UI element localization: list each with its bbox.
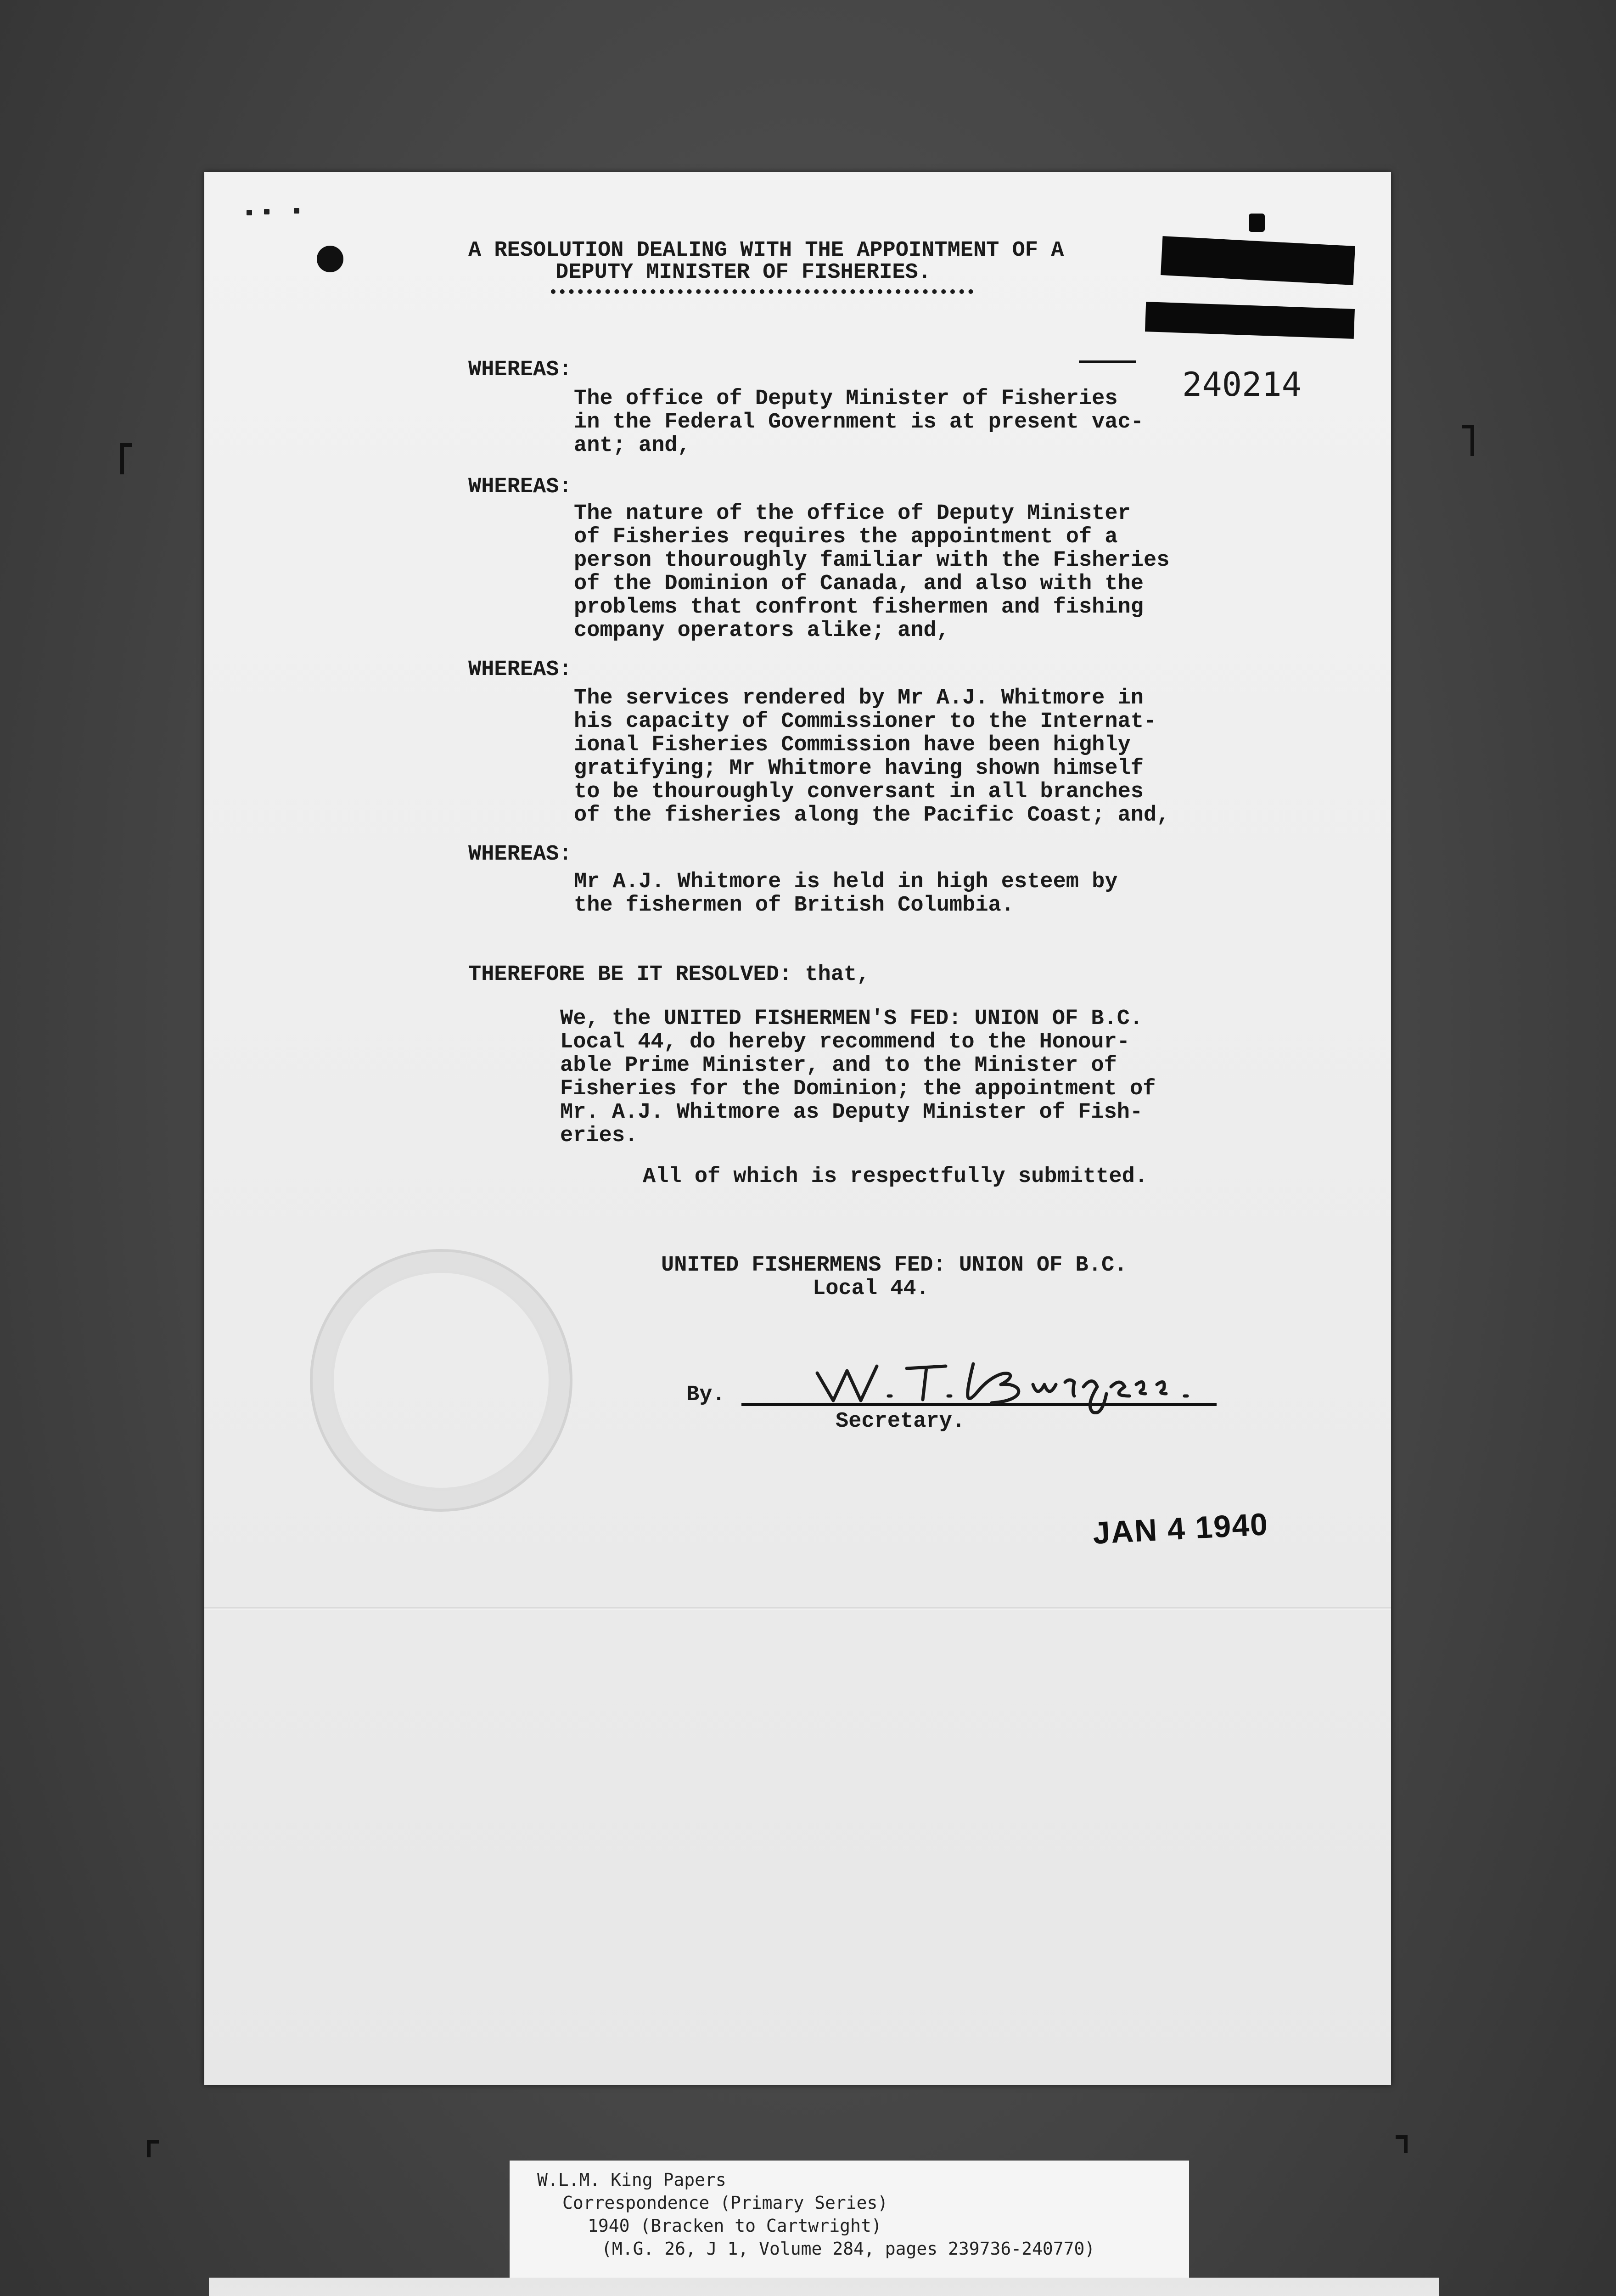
reference-line-3: 1940 (Bracken to Cartwright) xyxy=(588,2216,882,2236)
whereas-2-line-3: person thouroughly familiar with the Fisheries xyxy=(574,548,1170,573)
speck xyxy=(247,210,252,215)
resolved-line-3: able Prime Minister, and to the Minister of xyxy=(560,1053,1117,1078)
page-number-dash xyxy=(1079,360,1136,363)
resolved-line-2: Local 44, do hereby recommend to the Honour- xyxy=(560,1030,1130,1054)
whereas-2-line-2: of Fisheries requires the appointment of a xyxy=(574,525,1118,549)
whereas-2-line-4: of the Dominion of Canada, and also with the xyxy=(574,572,1144,596)
whereas-2-line-6: company operators alike; and, xyxy=(574,619,949,643)
redaction-bar xyxy=(1249,214,1265,232)
title-underline xyxy=(551,289,973,294)
whereas-3-line-6: of the fisheries along the Pacific Coast; and, xyxy=(574,803,1170,827)
whereas-3-line-4: gratifying; Mr Whitmore having shown himself xyxy=(574,756,1144,781)
document-title-line-2: DEPUTY MINISTER OF FISHERIES. xyxy=(556,260,931,285)
resolved-line-1: We, the UNITED FISHERMEN'S FED: UNION OF B.C. xyxy=(560,1007,1143,1031)
reference-line-1: W.L.M. King Papers xyxy=(537,2170,726,2190)
whereas-1-line-2: in the Federal Government is at present vac- xyxy=(574,410,1144,434)
whereas-3-line-5: to be thouroughly conversant in all branches xyxy=(574,780,1144,804)
whereas-4-line-2: the fishermen of British Columbia. xyxy=(574,893,1014,917)
closing-line: All of which is respectfully submitted. xyxy=(643,1165,1148,1189)
resolved-heading: THEREFORE BE IT RESOLVED: that, xyxy=(468,962,870,987)
whereas-3-line-3: ional Fisheries Commission have been highly xyxy=(574,733,1131,757)
embossed-seal xyxy=(310,1249,572,1512)
whereas-heading-4: WHEREAS: xyxy=(468,842,572,867)
reference-line-2: Correspondence (Primary Series) xyxy=(562,2193,888,2213)
whereas-2-line-1: The nature of the office of Deputy Minister xyxy=(574,501,1131,526)
crop-mark-left xyxy=(120,443,132,474)
signature xyxy=(808,1345,1212,1414)
whereas-heading-1: WHEREAS: xyxy=(468,358,572,382)
whereas-1-line-3: ant; and, xyxy=(574,433,690,458)
whereas-heading-3: WHEREAS: xyxy=(468,658,572,682)
resolved-line-6: eries. xyxy=(560,1124,638,1148)
page-number: 240214 xyxy=(1182,365,1302,404)
whereas-heading-2: WHEREAS: xyxy=(468,475,572,499)
crop-mark-bottom-left xyxy=(147,2140,159,2157)
date-stamp: JAN 4 1940 xyxy=(1092,1507,1269,1551)
crop-mark-right xyxy=(1462,425,1474,456)
whereas-1-line-1: The office of Deputy Minister of Fisheries xyxy=(574,387,1118,411)
reference-card xyxy=(510,2161,1189,2278)
punch-hole xyxy=(317,246,343,272)
redaction-bar xyxy=(1145,302,1355,339)
redaction-bar xyxy=(1161,236,1355,285)
archive-banner xyxy=(209,2278,1439,2296)
resolved-line-5: Mr. A.J. Whitmore as Deputy Minister of Fish- xyxy=(560,1100,1143,1125)
crop-mark-bottom-right xyxy=(1396,2135,1408,2153)
paper-fold xyxy=(204,1607,1391,1610)
organization-line-2: Local 44. xyxy=(813,1277,929,1301)
whereas-2-line-5: problems that confront fishermen and fishing xyxy=(574,595,1144,619)
organization-line-1: UNITED FISHERMENS FED: UNION OF B.C. xyxy=(661,1253,1128,1277)
whereas-4-line-1: Mr A.J. Whitmore is held in high esteem by xyxy=(574,870,1118,894)
letter-page xyxy=(204,172,1391,2085)
signer-title: Secretary. xyxy=(836,1409,965,1434)
speck xyxy=(264,209,269,214)
speck xyxy=(294,208,299,214)
whereas-3-line-1: The services rendered by Mr A.J. Whitmore in xyxy=(574,686,1144,710)
reference-line-4: (M.G. 26, J 1, Volume 284, pages 239736-240770) xyxy=(601,2239,1095,2259)
whereas-3-line-2: his capacity of Commissioner to the Internat- xyxy=(574,709,1157,734)
document-title-line-1: A RESOLUTION DEALING WITH THE APPOINTMENT OF A xyxy=(468,238,1064,263)
by-label: By. xyxy=(686,1383,725,1407)
resolved-line-4: Fisheries for the Dominion; the appointment of xyxy=(560,1077,1156,1101)
